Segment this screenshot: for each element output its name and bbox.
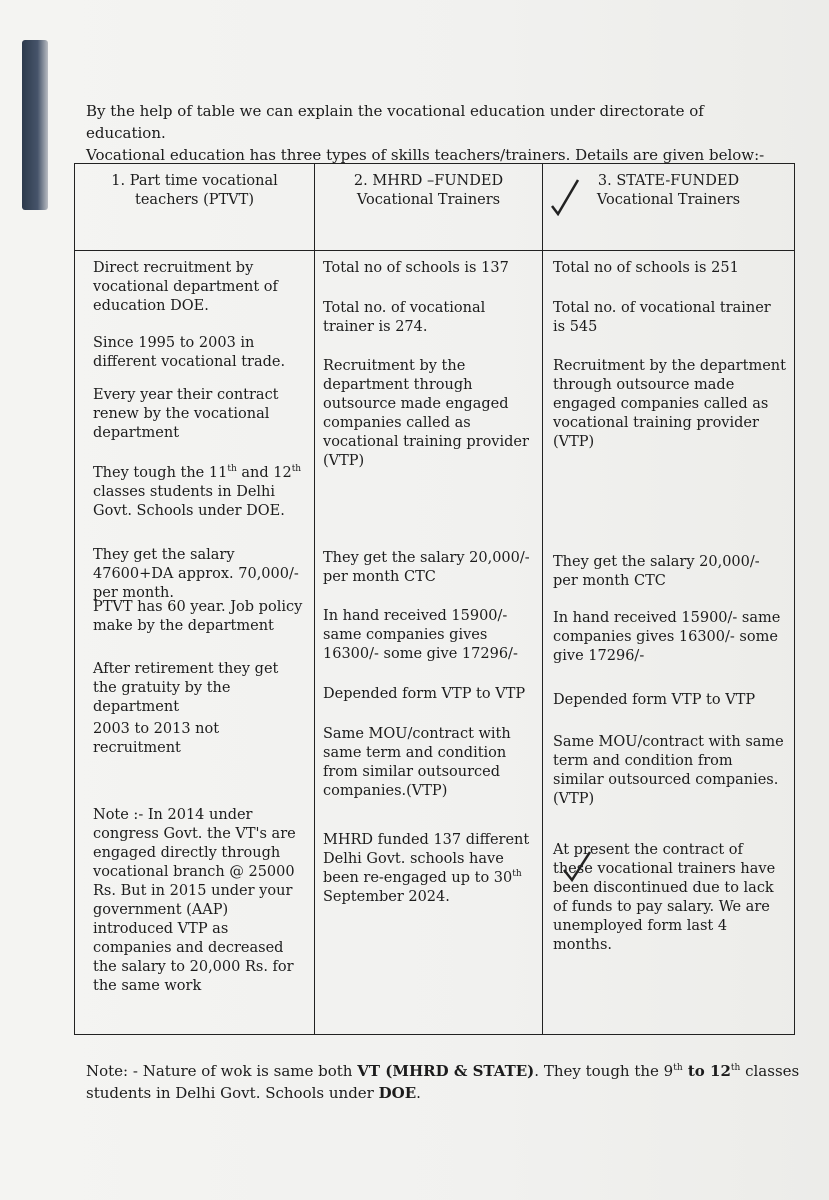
ptvt-contract: Every year their contract renew by the vocational department	[93, 387, 279, 441]
check-mark-icon	[550, 176, 580, 216]
ptvt-since: Since 1995 to 2003 in different vocational trade.	[93, 335, 286, 370]
intro-line-1: By the help of table we can explain the vocational education under directorate of education.	[86, 102, 704, 142]
mhrd-mou: Same MOU/contract with same term and condition from similar outsourced companies.(VTP)	[323, 726, 511, 799]
state-schools: Total no of schools is 251	[553, 260, 739, 276]
check-mark-icon	[562, 848, 592, 884]
ptvt-note: Note :- In 2014 under congress Govt. the VT's are engaged directly through vocational branch @ 25000 Rs. But in 2015 under your government (AAP) introduced VTP as companies and decreased the salary to 20,000 Rs. for the same work	[93, 807, 296, 994]
binder-clip	[22, 40, 48, 210]
state-depended: Depended form VTP to VTP	[553, 692, 756, 708]
mhrd-recruitment: Recruitment by the department through outsource made engaged companies called as vocational training provider (VTP)	[323, 358, 529, 469]
ptvt-recruitment: Direct recruitment by vocational department of education DOE.	[93, 260, 278, 314]
mhrd-depended: Depended form VTP to VTP	[323, 686, 526, 702]
state-trainers: Total no. of vocational trainer is 545	[553, 300, 771, 335]
intro-line-2: Vocational education has three types of skills teachers/trainers. Details are given below:-	[86, 146, 765, 164]
mhrd-in-hand: In hand received 15900/- same companies gives 16300/- some give 17296/-	[323, 608, 518, 662]
footer-note: Note: - Nature of wok is same both VT (MHRD & STATE). They tough the 9th to 12th classes students in Delhi Govt. Schools under DOE.	[86, 1062, 800, 1102]
header-ptvt: 1. Part time vocational teachers (PTVT)	[75, 164, 315, 251]
column-mhrd	[315, 251, 543, 1035]
table-body-row	[75, 251, 795, 1035]
state-recruitment: Recruitment by the department through outsource made engaged companies called as vocational training provider (VTP)	[553, 358, 786, 450]
intro-paragraph	[86, 100, 786, 166]
column-state	[543, 251, 795, 1035]
mhrd-salary: They get the salary 20,000/- per month CTC	[323, 550, 530, 585]
ptvt-gratuity: After retirement they get the gratuity by the department	[93, 661, 279, 715]
header-state: 3. STATE-FUNDED Vocational Trainers	[543, 164, 795, 251]
mhrd-schools: Total no of schools is 137	[323, 260, 509, 276]
state-in-hand: In hand received 15900/- same companies gives 16300/- some give 17296/-	[553, 610, 781, 664]
table-header-row	[75, 164, 795, 251]
state-salary: They get the salary 20,000/- per month CTC	[553, 554, 760, 589]
header-mhrd: 2. MHRD –FUNDED Vocational Trainers	[315, 164, 543, 251]
ptvt-salary: They get the salary 47600+DA approx. 70,000/- per month.	[93, 547, 299, 601]
ptvt-classes: They tough the 11th and 12th classes students in Delhi Govt. Schools under DOE.	[93, 464, 302, 519]
column-ptvt	[75, 251, 315, 1035]
ptvt-no-recruitment: 2003 to 2013 not recruitment	[93, 721, 220, 756]
mhrd-trainers: Total no. of vocational trainer is 274.	[323, 300, 486, 335]
state-mou: Same MOU/contract with same term and condition from similar outsourced companies.(VTP)	[553, 734, 784, 807]
mhrd-reengaged: MHRD funded 137 different Delhi Govt. schools have been re-engaged up to 30th September 2024.	[323, 832, 530, 905]
vocational-table	[74, 163, 795, 1035]
state-discontinued: At present the contract of these vocational trainers have been discontinued due to lack of funds to pay salary. We are unemployed form last 4 months.	[553, 842, 776, 953]
ptvt-job-policy: PTVT has 60 year. Job policy make by the department	[93, 599, 303, 634]
